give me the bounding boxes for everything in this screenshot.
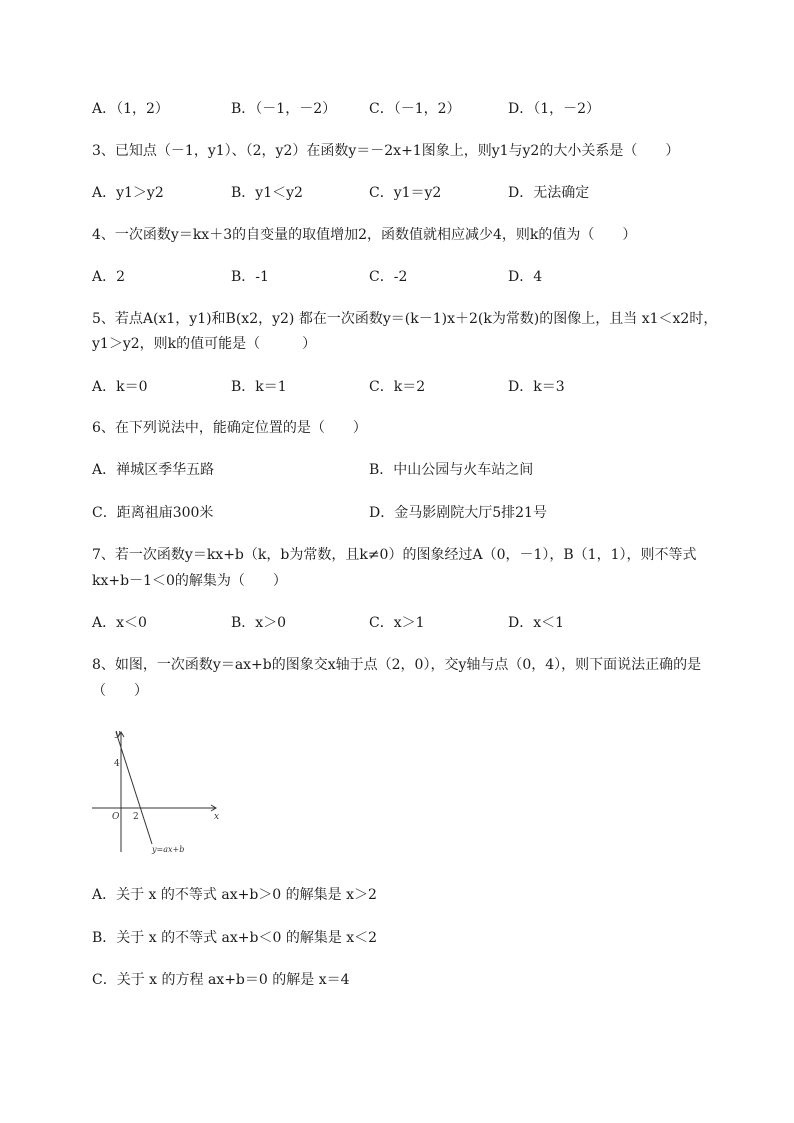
- q2-option-d: D．（1，－2）: [508, 101, 601, 117]
- q8-option-a: A．关于 x 的不等式 ax+b＞0 的解集是 x＞2: [92, 887, 377, 903]
- q7-option-b: B．x＞0: [231, 615, 287, 631]
- function-line-label: y=ax+b: [152, 845, 185, 854]
- q7-option-d: D．x＜1: [508, 615, 565, 631]
- q5-option-d: D．k＝3: [508, 379, 565, 395]
- q3-option-d: D．无法确定: [508, 185, 590, 201]
- q3-option-c: C．y1＝y2: [369, 185, 442, 201]
- q8-option-c: C．关于 x 的方程 ax+b＝0 的解是 x＝4: [92, 972, 350, 988]
- q3-option-a: A．y1＞y2: [92, 185, 164, 201]
- q5-option-b: B．k＝1: [231, 379, 287, 395]
- origin-label: O: [112, 812, 120, 822]
- q7-stem-line2: kx+b－1＜0的解集为（ ）: [92, 573, 287, 589]
- q8-stem-line1: 8、如图，一次函数y＝ax+b的图象交x轴于点（2，0），交y轴与点（0，4），则下面说法正确的是: [92, 657, 702, 673]
- q8-stem-line2: （ ）: [92, 683, 148, 699]
- q7-option-c: C．x＞1: [369, 615, 425, 631]
- y-axis-label: y: [115, 729, 121, 739]
- y-intercept-label: 4: [114, 759, 120, 769]
- q5-stem-line1: 5、若点A(x1，y1)和B(x2，y2) 都在一次函数y＝(k－1)x＋2(k为常数)的图像上，且当 x1＜x2时，: [92, 311, 718, 327]
- q2-option-c: C．（－1，2）: [369, 101, 461, 117]
- q6-option-b: B．中山公园与火车站之间: [369, 462, 534, 478]
- q5-option-a: A．k＝0: [92, 379, 148, 395]
- q6-option-d: D．金马影剧院大厅5排21号: [369, 505, 547, 521]
- q6-stem: 6、在下列说法中，能确定位置的是（ ）: [92, 420, 367, 436]
- q3-stem: 3、已知点（－1，y1）、（2，y2）在函数y＝－2x+1图象上，则y1与y2的大小关系是（ ）: [92, 143, 680, 159]
- q4-stem: 4、一次函数y＝kx＋3的自变量的取值增加2，函数值就相应减少4，则k的值为（ ）: [92, 227, 637, 243]
- q8-function-graph: [90, 726, 222, 854]
- q2-option-b: B．（－1，－2）: [231, 101, 337, 117]
- q4-option-d: D．4: [508, 269, 543, 285]
- x-axis-label: x: [214, 812, 220, 822]
- q6-option-a: A．禅城区季华五路: [92, 462, 215, 478]
- q4-option-c: C．-2: [369, 269, 408, 285]
- q4-option-a: A．2: [92, 269, 126, 285]
- q7-option-a: A．x＜0: [92, 615, 147, 631]
- q5-option-c: C．k＝2: [369, 379, 426, 395]
- q4-option-b: B．-1: [231, 269, 269, 285]
- x-intercept-label: 2: [133, 812, 139, 822]
- q3-option-b: B．y1＜y2: [231, 185, 303, 201]
- q6-option-c: C．距离祖庙300米: [92, 505, 214, 521]
- q2-option-a: A．（1，2）: [92, 101, 169, 117]
- q5-stem-line2: y1＞y2，则k的值可能是（ ）: [92, 336, 317, 352]
- q8-option-b: B．关于 x 的不等式 ax+b＜0 的解集是 x＜2: [92, 930, 378, 946]
- q7-stem-line1: 7、若一次函数y＝kx+b（k，b为常数，且k≠0）的图象经过A（0，－1），B（1，1），则不等式: [92, 547, 697, 563]
